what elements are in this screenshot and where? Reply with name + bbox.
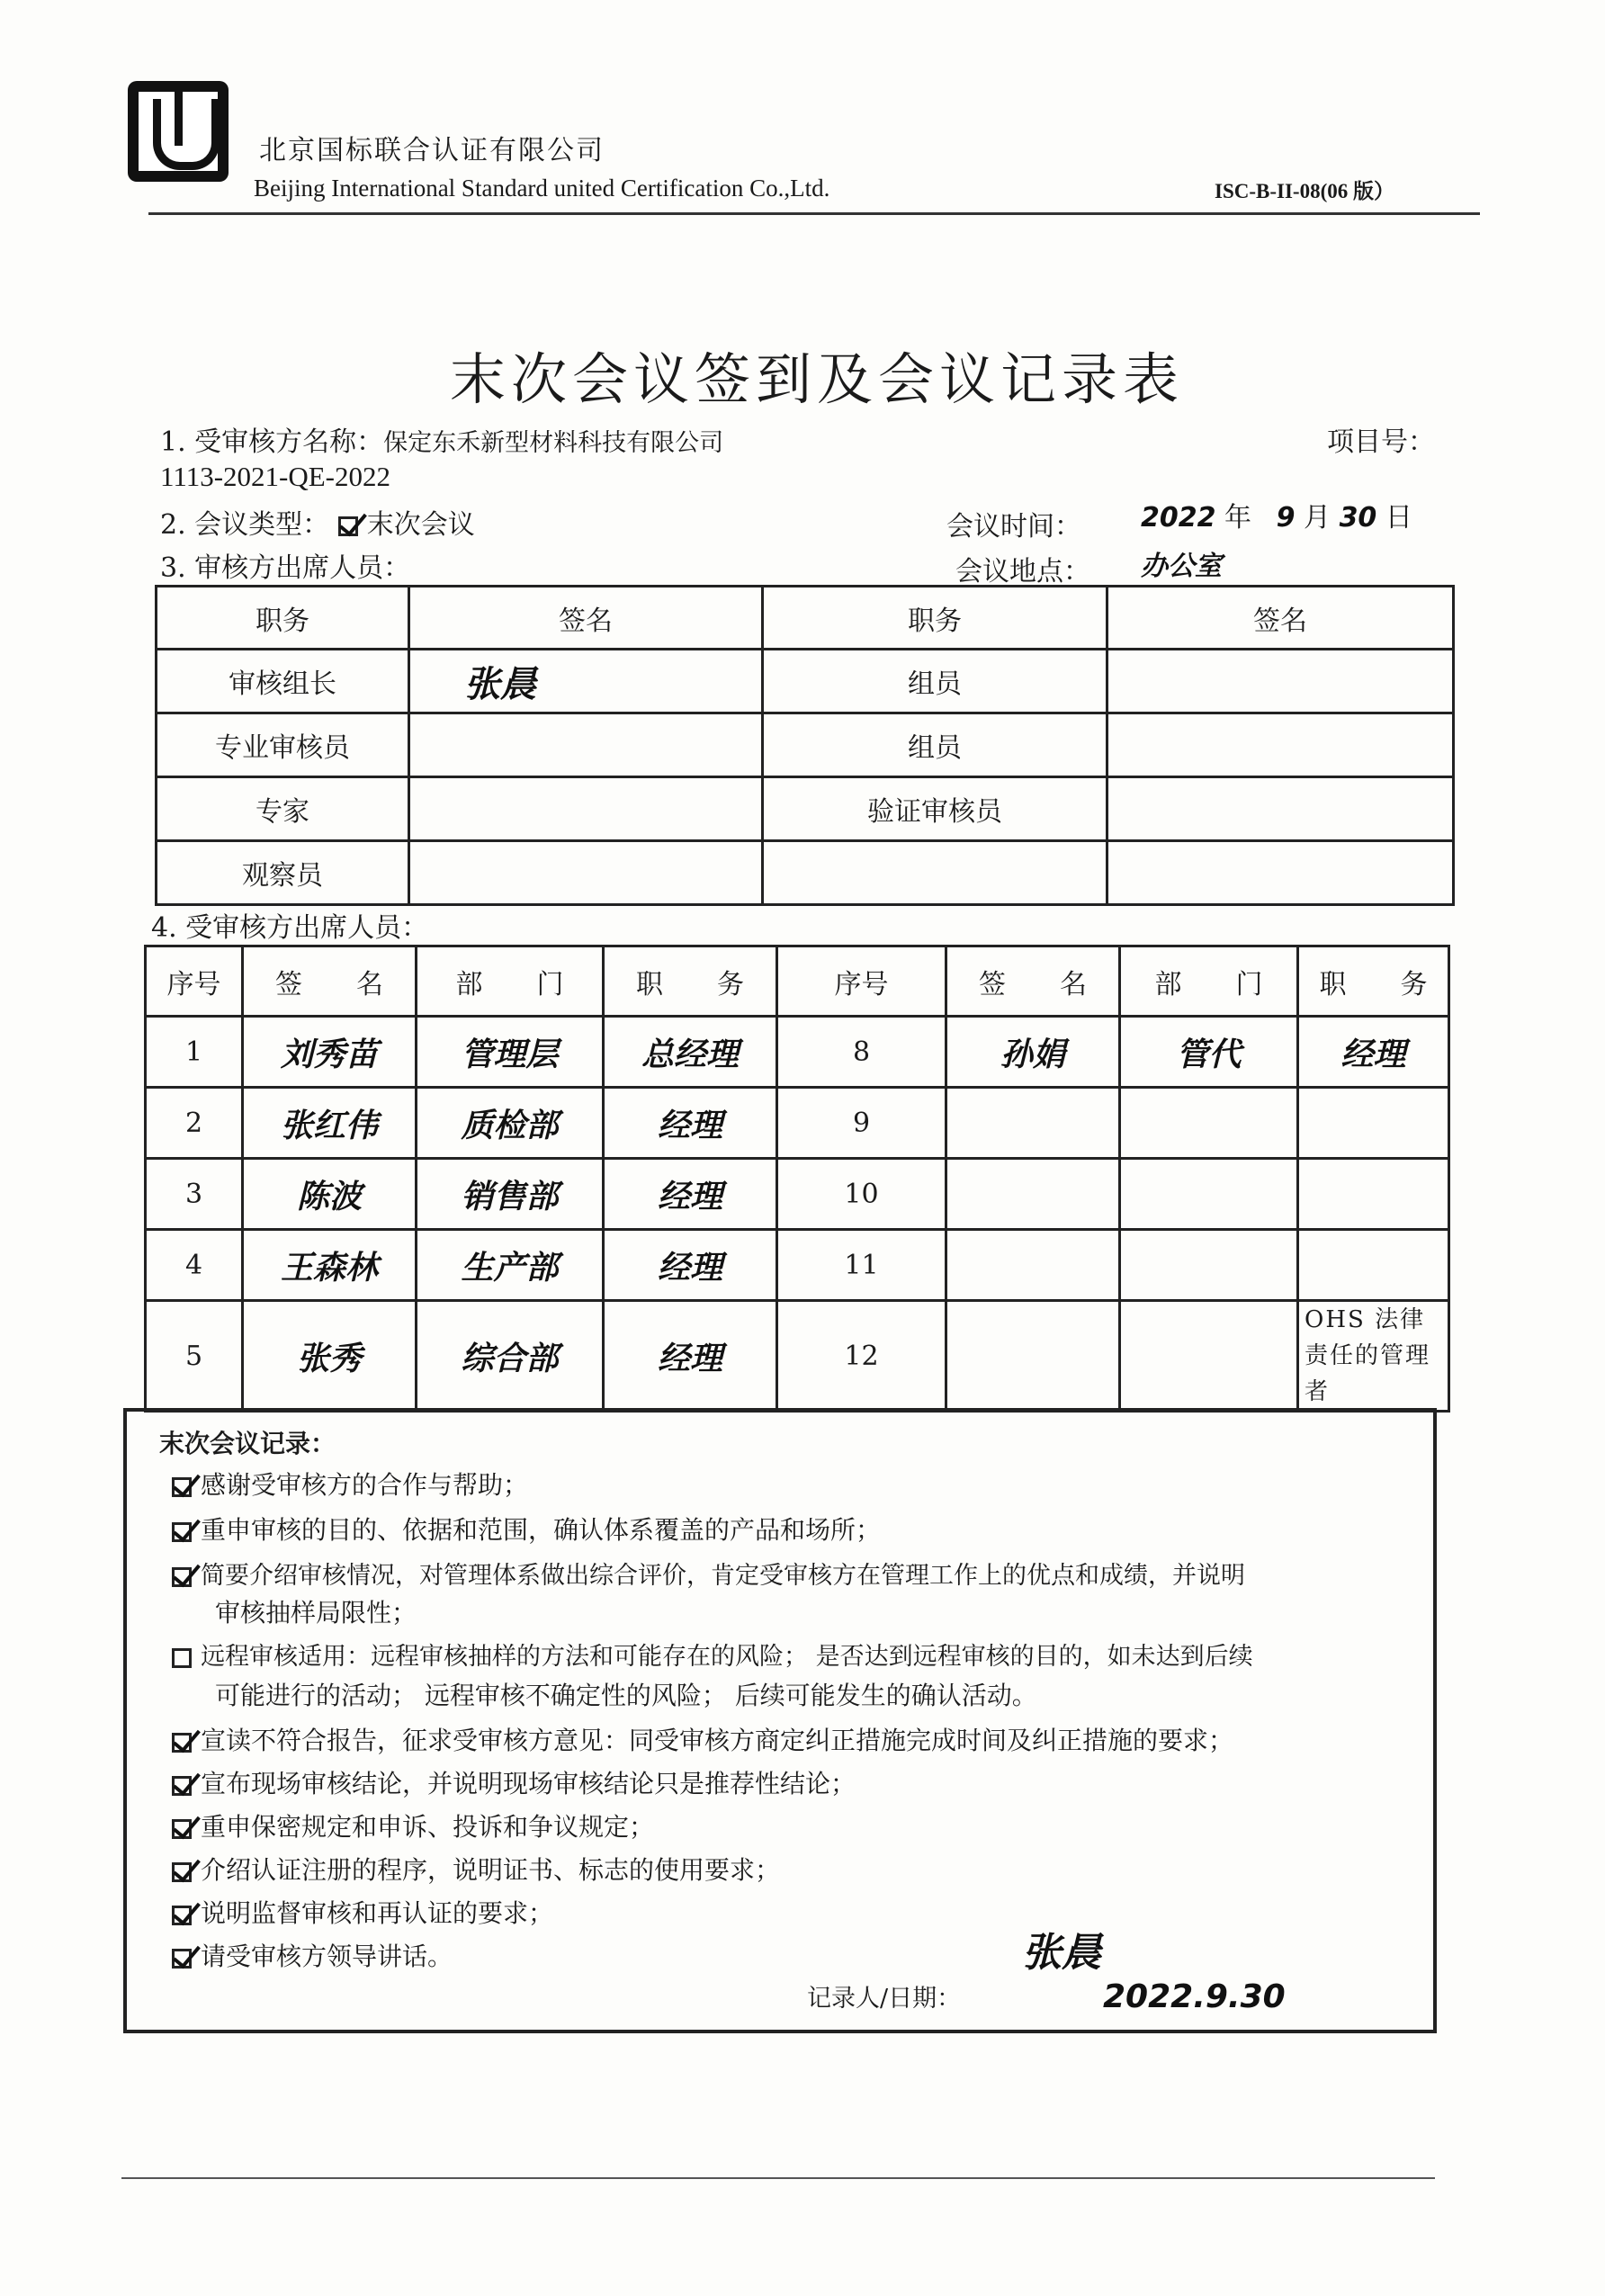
signature: 王森林: [243, 1230, 417, 1301]
note-checkbox[interactable]: [172, 1477, 192, 1497]
isc-logo-icon: [128, 81, 229, 182]
row-number: 3: [146, 1159, 243, 1230]
position: [1298, 1159, 1449, 1230]
department: [1120, 1088, 1298, 1159]
table-row: [146, 1088, 1449, 1159]
row-number: 10: [777, 1159, 946, 1230]
meeting-place-label: 会议地点：: [955, 556, 1090, 587]
position: 经理: [604, 1230, 777, 1301]
note-item: 简要介绍审核情况，对管理体系做出综合评价，肯定受审核方在管理工作上的优点和成绩，并说明: [172, 1556, 1245, 1591]
audit-signature: [1107, 713, 1454, 777]
note-item: 感谢受审核方的合作与帮助；: [172, 1466, 528, 1502]
position: 经理: [604, 1301, 777, 1412]
note-item-continued: 可能进行的活动； 远程审核不确定性的风险； 后续可能发生的确认活动。: [215, 1681, 1037, 1710]
audit-signature: [409, 841, 763, 905]
department: 综合部: [417, 1301, 604, 1412]
department: [1120, 1230, 1298, 1301]
position: 经理: [604, 1088, 777, 1159]
row-number: 9: [777, 1088, 946, 1159]
audit-header-sign1: 签名: [409, 587, 763, 650]
auditee-header: 职 务: [1298, 946, 1449, 1017]
auditee-header: 序号: [146, 946, 243, 1017]
audit-signature: 张晨: [409, 650, 763, 713]
project-number: 1113-2021-QE-2022: [160, 461, 390, 492]
year-unit: 年: [1224, 502, 1252, 534]
notes-title: 末次会议记录：: [159, 1429, 336, 1458]
signature: [946, 1159, 1120, 1230]
signature: [946, 1088, 1120, 1159]
audit-role: 审核组长: [157, 650, 409, 713]
signature: 张秀: [243, 1301, 417, 1412]
row-number: 1: [146, 1017, 243, 1088]
auditee-label: 1. 受审核方名称：: [160, 426, 384, 458]
document-code: ISC-B-II-08(06 版）: [1215, 180, 1394, 202]
company-name-en: Beijing International Standard united Certification Co.,Ltd.: [254, 175, 830, 202]
position: 经理: [1298, 1017, 1449, 1088]
table-row: [146, 1017, 1449, 1088]
position: 总经理: [604, 1017, 777, 1088]
audit-role: 专家: [157, 777, 409, 841]
department: 管理层: [417, 1017, 604, 1088]
department: 销售部: [417, 1159, 604, 1230]
note-item: 宣布现场审核结论，并说明现场审核结论只是推荐性结论；: [172, 1764, 856, 1800]
header-divider: [148, 212, 1480, 215]
meeting-type-value: 末次会议: [366, 509, 475, 541]
department: [1120, 1159, 1298, 1230]
row-number: 2: [146, 1088, 243, 1159]
page-title: 末次会议签到及会议记录表: [450, 346, 1185, 412]
note-checkbox[interactable]: [172, 1862, 192, 1882]
row-number: 5: [146, 1301, 243, 1412]
signature: 张红伟: [243, 1088, 417, 1159]
audit-signature: [1107, 777, 1454, 841]
row-number: 12: [777, 1301, 946, 1412]
table-row: [146, 1301, 1449, 1412]
audit-role: 观察员: [157, 841, 409, 905]
audit-role: 组员: [763, 713, 1107, 777]
note-item: 说明监督审核和再认证的要求；: [172, 1894, 553, 1930]
record-date: 2022.9.30: [1103, 1978, 1286, 2015]
note-checkbox[interactable]: [172, 1819, 192, 1839]
audit-party-label: 3. 审核方出席人员：: [160, 552, 411, 584]
audit-signature: [409, 777, 763, 841]
position: 经理: [604, 1159, 777, 1230]
note-checkbox[interactable]: [172, 1776, 192, 1796]
auditee-header: 部 门: [417, 946, 604, 1017]
note-item: 重申审核的目的、依据和范围，确认体系覆盖的产品和场所；: [172, 1511, 881, 1547]
auditee-party-label: 4. 受审核方出席人员：: [151, 912, 429, 944]
auditee-header: 签 名: [946, 946, 1120, 1017]
meeting-place-value: 办公室: [1141, 551, 1222, 582]
row-number: 8: [777, 1017, 946, 1088]
audit-party-table: [155, 585, 1455, 906]
recorder-signature: 张晨: [1022, 1930, 1101, 1976]
table-row: [146, 1230, 1449, 1301]
auditee-name-line: [160, 419, 723, 459]
signature: 陈波: [243, 1159, 417, 1230]
note-checkbox[interactable]: [172, 1522, 192, 1542]
department: 管代: [1120, 1017, 1298, 1088]
meeting-type-checkbox[interactable]: [338, 516, 358, 536]
audit-header-role1: 职务: [157, 587, 409, 650]
meeting-year: 2022: [1141, 502, 1216, 534]
audit-signature: [1107, 841, 1454, 905]
auditee-header: 部 门: [1120, 946, 1298, 1017]
signature: [946, 1301, 1120, 1412]
audit-role: 组员: [763, 650, 1107, 713]
department: 质检部: [417, 1088, 604, 1159]
audit-role: 专业审核员: [157, 713, 409, 777]
meeting-time-label: 会议时间：: [946, 511, 1081, 543]
auditee-party-table: [144, 945, 1450, 1413]
audit-signature: [409, 713, 763, 777]
note-checkbox[interactable]: [172, 1567, 192, 1587]
audit-role: [763, 841, 1107, 905]
meeting-date: [1141, 495, 1412, 534]
meeting-notes: [123, 1408, 1437, 2033]
auditee-header: 职 务: [604, 946, 777, 1017]
note-item: 远程审核适用：远程审核抽样的方法和可能存在的风险； 是否达到远程审核的目的，如未达到后续: [172, 1637, 1253, 1672]
note-checkbox[interactable]: [172, 1949, 192, 1969]
department: [1120, 1301, 1298, 1412]
note-item-continued: 审核抽样局限性；: [215, 1598, 417, 1628]
meeting-type-line: [160, 502, 475, 542]
row-number: 11: [777, 1230, 946, 1301]
recorder-label: 记录人/日期：: [807, 1985, 962, 2013]
note-item: 请受审核方领导讲话。: [172, 1937, 453, 1973]
note-item: 介绍认证注册的程序，说明证书、标志的使用要求；: [172, 1851, 780, 1887]
meeting-type-label: 2. 会议类型：: [160, 509, 330, 541]
department: 生产部: [417, 1230, 604, 1301]
note-checkbox[interactable]: [172, 1733, 192, 1753]
table-row: [146, 1159, 1449, 1230]
meeting-month: 9: [1276, 502, 1296, 534]
audit-header-role2: 职务: [763, 587, 1107, 650]
signature: 孙娟: [946, 1017, 1120, 1088]
meeting-day: 30: [1339, 502, 1377, 534]
signature: [946, 1230, 1120, 1301]
note-item: 重申保密规定和申诉、投诉和争议规定；: [172, 1807, 654, 1843]
project-label: 项目号：: [1327, 426, 1435, 458]
audit-role: 验证审核员: [763, 777, 1107, 841]
audit-signature: [1107, 650, 1454, 713]
position: [1298, 1230, 1449, 1301]
position: [1298, 1088, 1449, 1159]
footer-divider: [121, 2177, 1435, 2179]
signature: 刘秀苗: [243, 1017, 417, 1088]
note-checkbox[interactable]: [172, 1648, 192, 1668]
auditee-name: 保定东禾新型材料科技有限公司: [383, 429, 724, 457]
auditee-header: 签 名: [243, 946, 417, 1017]
audit-header-sign2: 签名: [1107, 587, 1454, 650]
day-unit: 日: [1385, 502, 1412, 534]
position-ohs: OHS 法律责任的管理者: [1298, 1301, 1449, 1412]
note-checkbox[interactable]: [172, 1906, 192, 1925]
auditee-header: 序号: [777, 946, 946, 1017]
company-name-cn: 北京国标联合认证有限公司: [259, 135, 605, 166]
row-number: 4: [146, 1230, 243, 1301]
month-unit: 月: [1304, 502, 1332, 534]
note-item: 宣读不符合报告，征求受审核方意见：同受审核方商定纠正措施完成时间及纠正措施的要求；: [172, 1721, 1233, 1757]
